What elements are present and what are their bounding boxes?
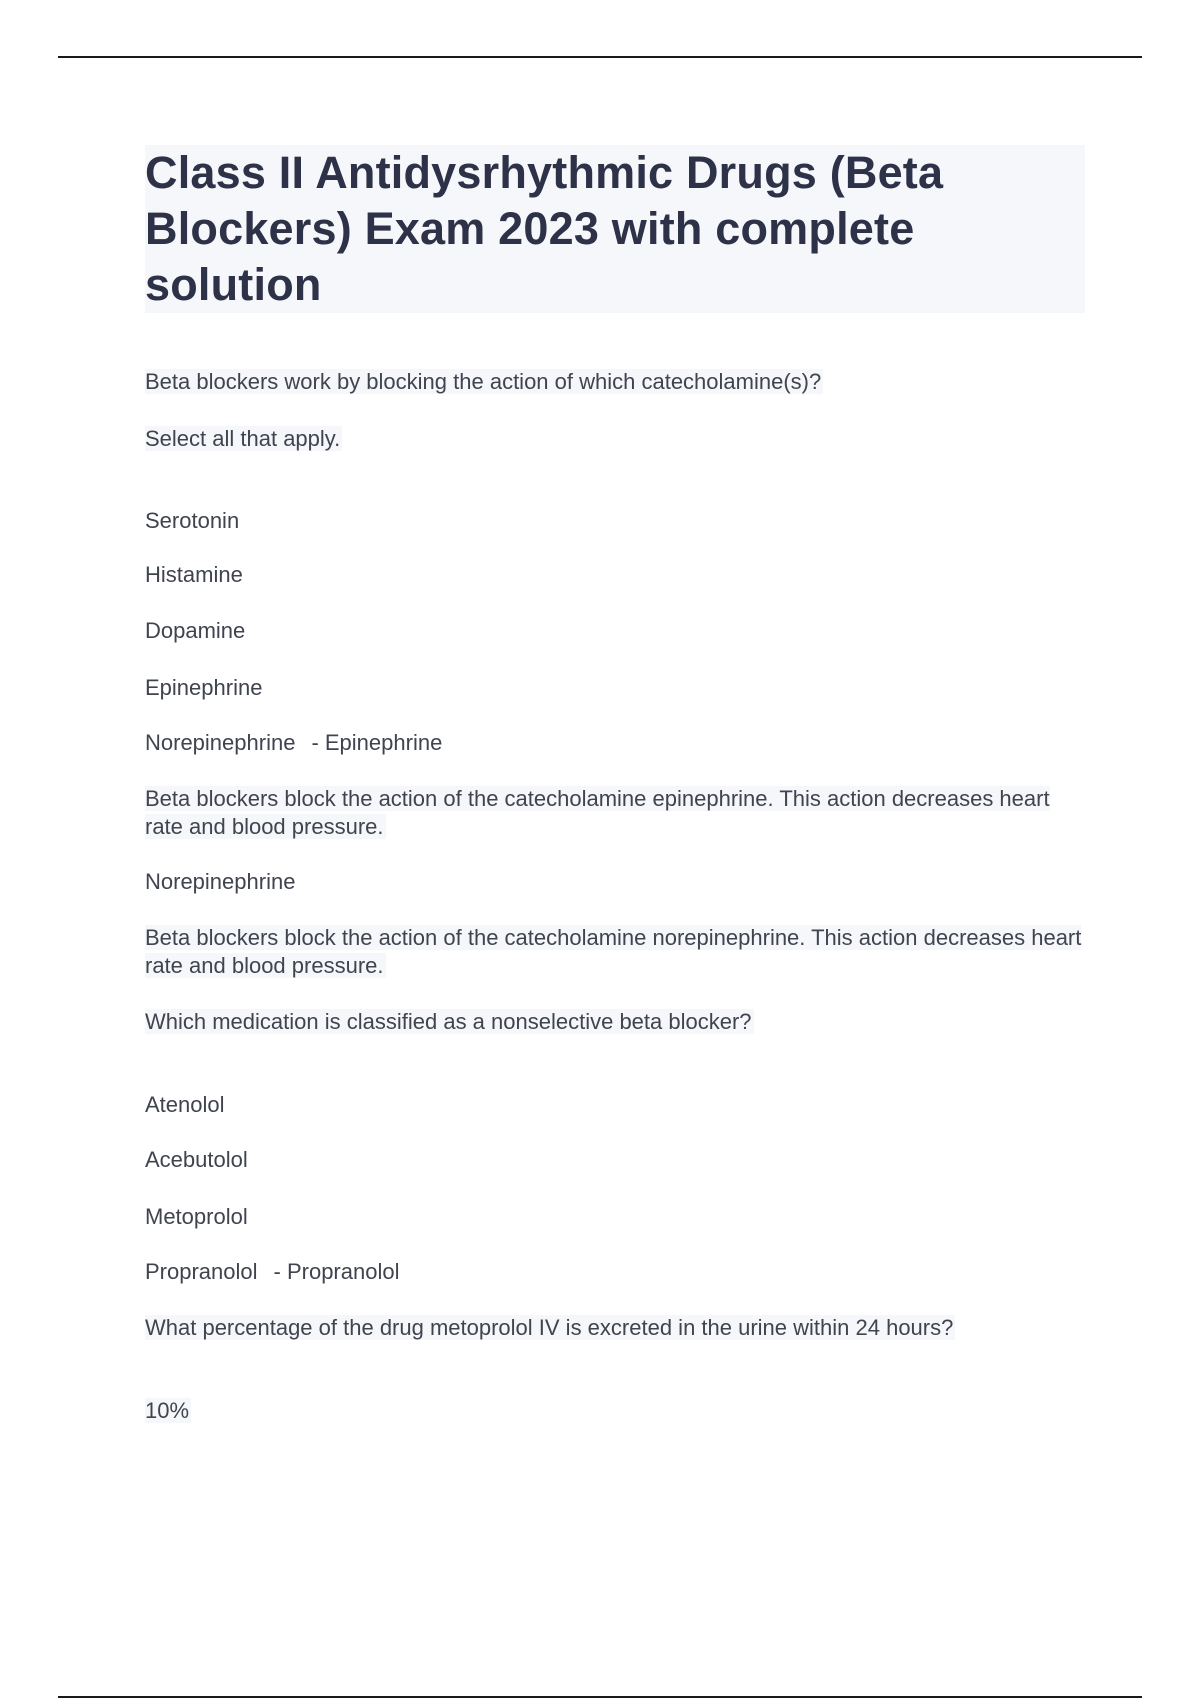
question-1-option-4: Epinephrine	[145, 675, 263, 700]
question-3-prompt	[145, 1314, 955, 1342]
question-1-option-5-row	[145, 729, 442, 757]
question-1-rationale-2-label: Norepinephrine	[145, 869, 296, 894]
question-1-option-2: Histamine	[145, 562, 243, 587]
bottom-rule	[58, 1696, 1142, 1698]
question-1-rationale-2-text: Beta blockers block the action of the catecholamine norepinephrine. This action decreases heart rate and blood pressure.	[145, 925, 1082, 978]
question-1-prompt-text: Beta blockers work by blocking the action of which catecholamine(s)?	[145, 369, 822, 394]
question-2-prompt-text: Which medication is classified as a nonselective beta blocker?	[145, 1009, 752, 1034]
question-2-option-2: Acebutolol	[145, 1147, 248, 1172]
question-2-prompt	[145, 1008, 754, 1036]
top-rule	[58, 56, 1142, 58]
question-1-option-1: Serotonin	[145, 508, 240, 533]
question-1-option-3: Dopamine	[145, 618, 246, 643]
question-3-option-1-text: 10%	[145, 1398, 190, 1423]
question-1-rationale-2	[145, 924, 1085, 980]
question-2-option-4: Propranolol	[145, 1259, 258, 1284]
question-2-answer: - Propranolol	[273, 1259, 400, 1284]
question-1-instruction-text: Select all that apply.	[145, 426, 341, 451]
question-1-instruction	[145, 425, 342, 453]
question-1-rationale-1-text: Beta blockers block the action of the catecholamine epinephrine. This action decreases heart rate and blood pressure.	[145, 786, 1050, 839]
question-1-prompt	[145, 368, 823, 396]
question-1-rationale-1	[145, 785, 1085, 841]
title-block	[145, 145, 1085, 313]
document-title: Class II Antidysrhythmic Drugs (Beta Blockers) Exam 2023 with complete solution	[145, 147, 944, 310]
question-2-option-3: Metoprolol	[145, 1204, 248, 1229]
question-1-option-5: Norepinephrine	[145, 730, 296, 755]
question-1-answer: - Epinephrine	[311, 730, 443, 755]
question-2-option-1: Atenolol	[145, 1092, 225, 1117]
question-2-option-4-row	[145, 1258, 399, 1286]
question-3-prompt-text: What percentage of the drug metoprolol IV is excreted in the urine within 24 hours?	[145, 1315, 954, 1340]
question-3-option-1	[145, 1397, 191, 1425]
